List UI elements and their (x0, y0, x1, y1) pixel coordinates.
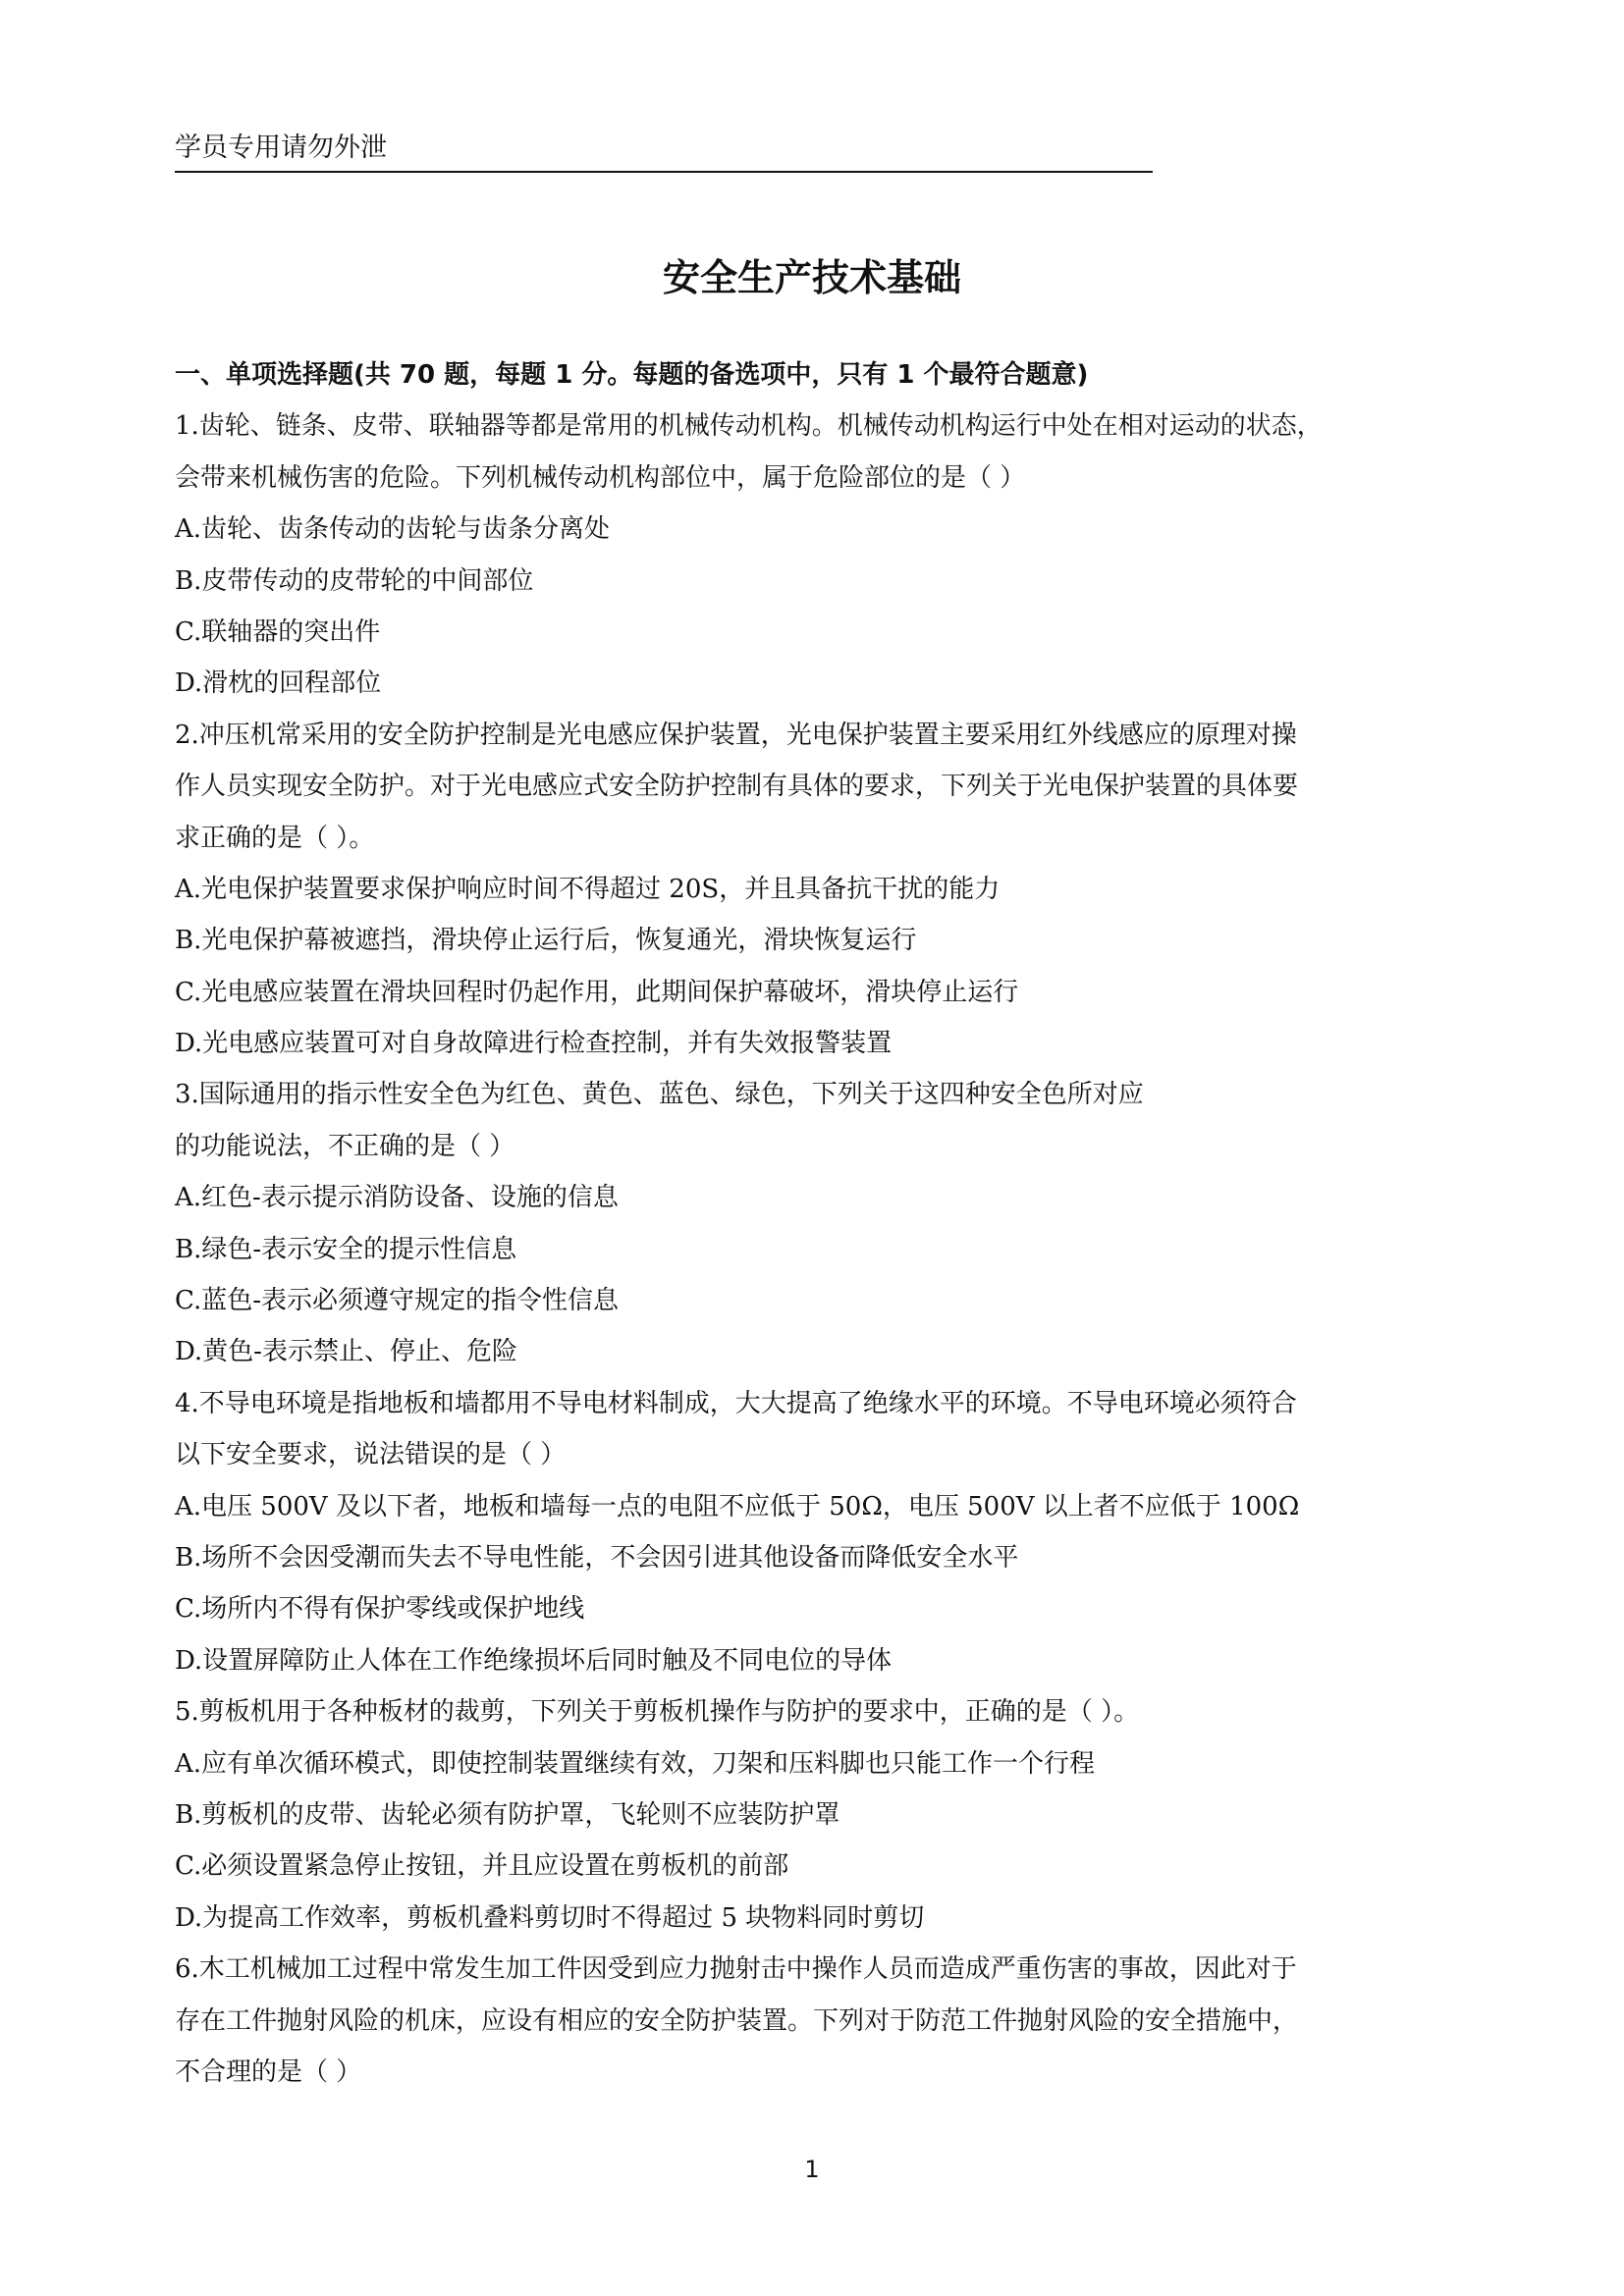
question-stem-line: 4.不导电环境是指地板和墙都用不导电材料制成，大大提高了绝缘水平的环境。不导电环境必须符合 (175, 1388, 1297, 1418)
question-6 (175, 1944, 1449, 2098)
option-c: C.蓝色-表示必须遵守规定的指令性信息 (175, 1286, 620, 1316)
option-c: C.联轴器的突出件 (175, 616, 381, 647)
option-c: C.场所内不得有保护零线或保护地线 (175, 1594, 585, 1625)
option-d: D.滑枕的回程部位 (175, 668, 382, 699)
option-a: A.红色-表示提示消防设备、设施的信息 (175, 1183, 619, 1213)
question-stem-line: 1.齿轮、链条、皮带、联轴器等都是常用的机械传动机构。机械传动机构运行中处在相对运动的状态， (175, 411, 1323, 442)
option-c: C.必须设置紧急停止按钮，并且应设置在剪板机的前部 (175, 1851, 789, 1882)
question-5 (175, 1686, 1449, 1944)
page-header: 学员专用请勿外泄 (175, 132, 1153, 173)
section-heading: 一、单项选择题(共 70 题，每题 1 分。每题的备选项中，只有 1 个最符合题意) (175, 360, 1089, 390)
question-stem-line: 的功能说法，不正确的是（ ） (175, 1131, 515, 1161)
question-stem-line: 求正确的是（ ）。 (175, 823, 375, 853)
option-b: B.皮带传动的皮带轮的中间部位 (175, 565, 534, 596)
question-stem-line: 以下安全要求，说法错误的是（ ） (175, 1440, 567, 1470)
question-stem-line: 5.剪板机用于各种板材的裁剪，下列关于剪板机操作与防护的要求中，正确的是（ ）。 (175, 1697, 1140, 1728)
option-a: A.电压 500V 及以下者，地板和墙每一点的电阻不应低于 50Ω，电压 500V 以上者不应低于 100Ω (175, 1491, 1300, 1522)
question-stem-line: 存在工件抛射风险的机床，应设有相应的安全防护装置。下列对于防范工件抛射风险的安全措施中， (175, 2005, 1299, 2036)
question-stem-line: 6.木工机械加工过程中常发生加工件因受到应力抛射击中操作人员而造成严重伤害的事故，因此对于 (175, 1954, 1297, 1985)
option-c: C.光电感应装置在滑块回程时仍起作用，此期间保护幕破坏，滑块停止运行 (175, 977, 1019, 1007)
option-b: B.剪板机的皮带、齿轮必须有防护罩，飞轮则不应装防护罩 (175, 1799, 840, 1830)
document-title: 安全生产技术基础 (662, 256, 961, 299)
option-d: D.为提高工作效率，剪板机叠料剪切时不得超过 5 块物料同时剪切 (175, 1902, 925, 1933)
option-d: D.设置屏障防止人体在工作绝缘损坏后同时触及不同电位的导体 (175, 1645, 893, 1676)
question-stem-line: 3.国际通用的指示性安全色为红色、黄色、蓝色、绿色，下列关于这四种安全色所对应 (175, 1080, 1144, 1110)
option-a: A.应有单次循环模式，即使控制装置继续有效，刀架和压料脚也只能工作一个行程 (175, 1748, 1096, 1779)
option-a: A.齿轮、齿条传动的齿轮与齿条分离处 (175, 514, 611, 545)
option-a: A.光电保护装置要求保护响应时间不得超过 20S，并且具备抗干扰的能力 (175, 874, 1001, 904)
question-3 (175, 1069, 1449, 1377)
page-number: 1 (804, 2156, 820, 2183)
document-body (175, 349, 1449, 2098)
option-b: B.场所不会因受潮而失去不导电性能，不会因引进其他设备而降低安全水平 (175, 1542, 1019, 1573)
question-stem-line: 会带来机械伤害的危险。下列机械传动机构部位中，属于危险部位的是（ ） (175, 462, 1026, 493)
option-d: D.黄色-表示禁止、停止、危险 (175, 1337, 517, 1367)
question-1 (175, 400, 1449, 709)
option-b: B.光电保护幕被遮挡，滑块停止运行后，恢复通光，滑块恢复运行 (175, 926, 917, 956)
question-2 (175, 710, 1449, 1070)
option-d: D.光电感应装置可对自身故障进行检查控制，并有失效报警装置 (175, 1029, 893, 1059)
question-stem-line: 作人员实现安全防护。对于光电感应式安全防护控制有具体的要求，下列关于光电保护装置的具体要 (175, 772, 1299, 802)
question-stem-line: 2.冲压机常采用的安全防护控制是光电感应保护装置，光电保护装置主要采用红外线感应的原理对操 (175, 720, 1297, 750)
option-b: B.绿色-表示安全的提示性信息 (175, 1234, 517, 1264)
question-4 (175, 1378, 1449, 1686)
question-stem-line: 不合理的是（ ） (175, 2056, 362, 2087)
